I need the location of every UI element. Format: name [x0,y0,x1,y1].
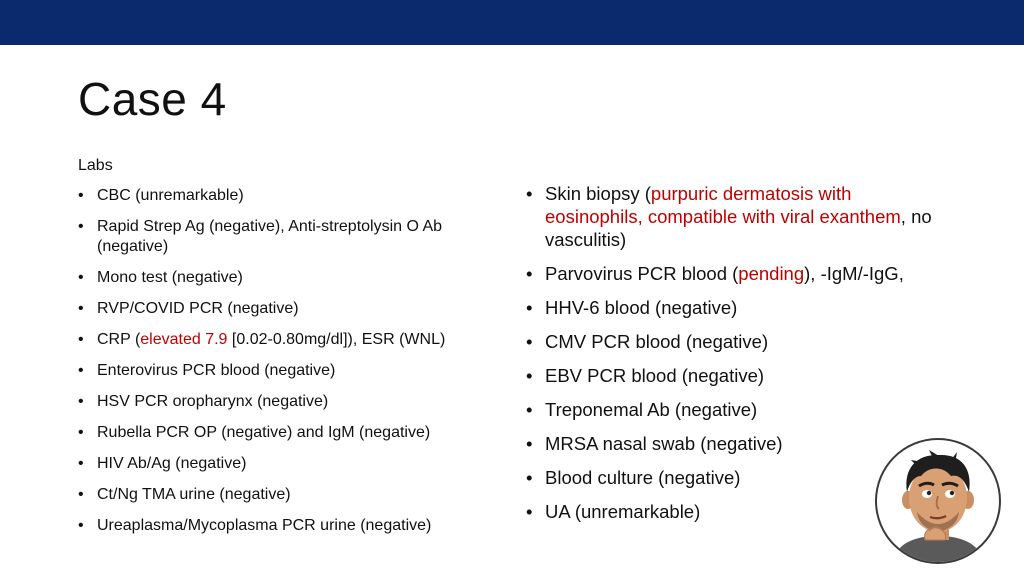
labs-list-left [78,186,498,536]
list-item: • CBC (unremarkable) [78,186,498,206]
labs-column-left [78,156,498,547]
list-item: • CMV PCR blood (negative) [526,330,946,353]
list-item: • Parvovirus PCR blood (pending), -IgM/-IgG, [526,262,946,285]
slide-title: Case 4 [78,73,227,125]
list-item: • Skin biopsy (purpuric dermatosis with eosinophils, compatible with viral exanthem, no vasculitis) [526,182,946,251]
header-bar [0,0,1024,45]
list-item: • HIV Ab/Ag (negative) [78,454,498,474]
list-item: • Blood culture (negative) [526,466,946,489]
list-item: • Rubella PCR OP (negative) and IgM (negative) [78,423,498,443]
labs-heading: Labs [78,157,113,174]
list-item: • EBV PCR blood (negative) [526,364,946,387]
list-item: • CRP (elevated 7.9 [0.02-0.80mg/dl]), ESR (WNL) [78,330,498,350]
list-item: • Enterovirus PCR blood (negative) [78,361,498,381]
list-item: • HSV PCR oropharynx (negative) [78,392,498,412]
list-item: • Treponemal Ab (negative) [526,398,946,421]
thinking-person-avatar-icon [873,436,1003,566]
highlight-text: pending [738,263,805,284]
highlight-text: purpuric dermatosis with eosinophils, compatible with viral exanthem [545,183,901,227]
list-item: • Ureaplasma/Mycoplasma PCR urine (negative) [78,516,498,536]
list-item: • MRSA nasal swab (negative) [526,432,946,455]
list-item: • UA (unremarkable) [526,500,946,523]
list-item: • Rapid Strep Ag (negative), Anti-streptolysin O Ab (negative) [78,217,498,257]
list-item: • HHV-6 blood (negative) [526,296,946,319]
list-item: • RVP/COVID PCR (negative) [78,299,498,319]
list-item: • Mono test (negative) [78,268,498,288]
highlight-text: elevated 7.9 [140,331,228,348]
list-item: • Ct/Ng TMA urine (negative) [78,485,498,505]
